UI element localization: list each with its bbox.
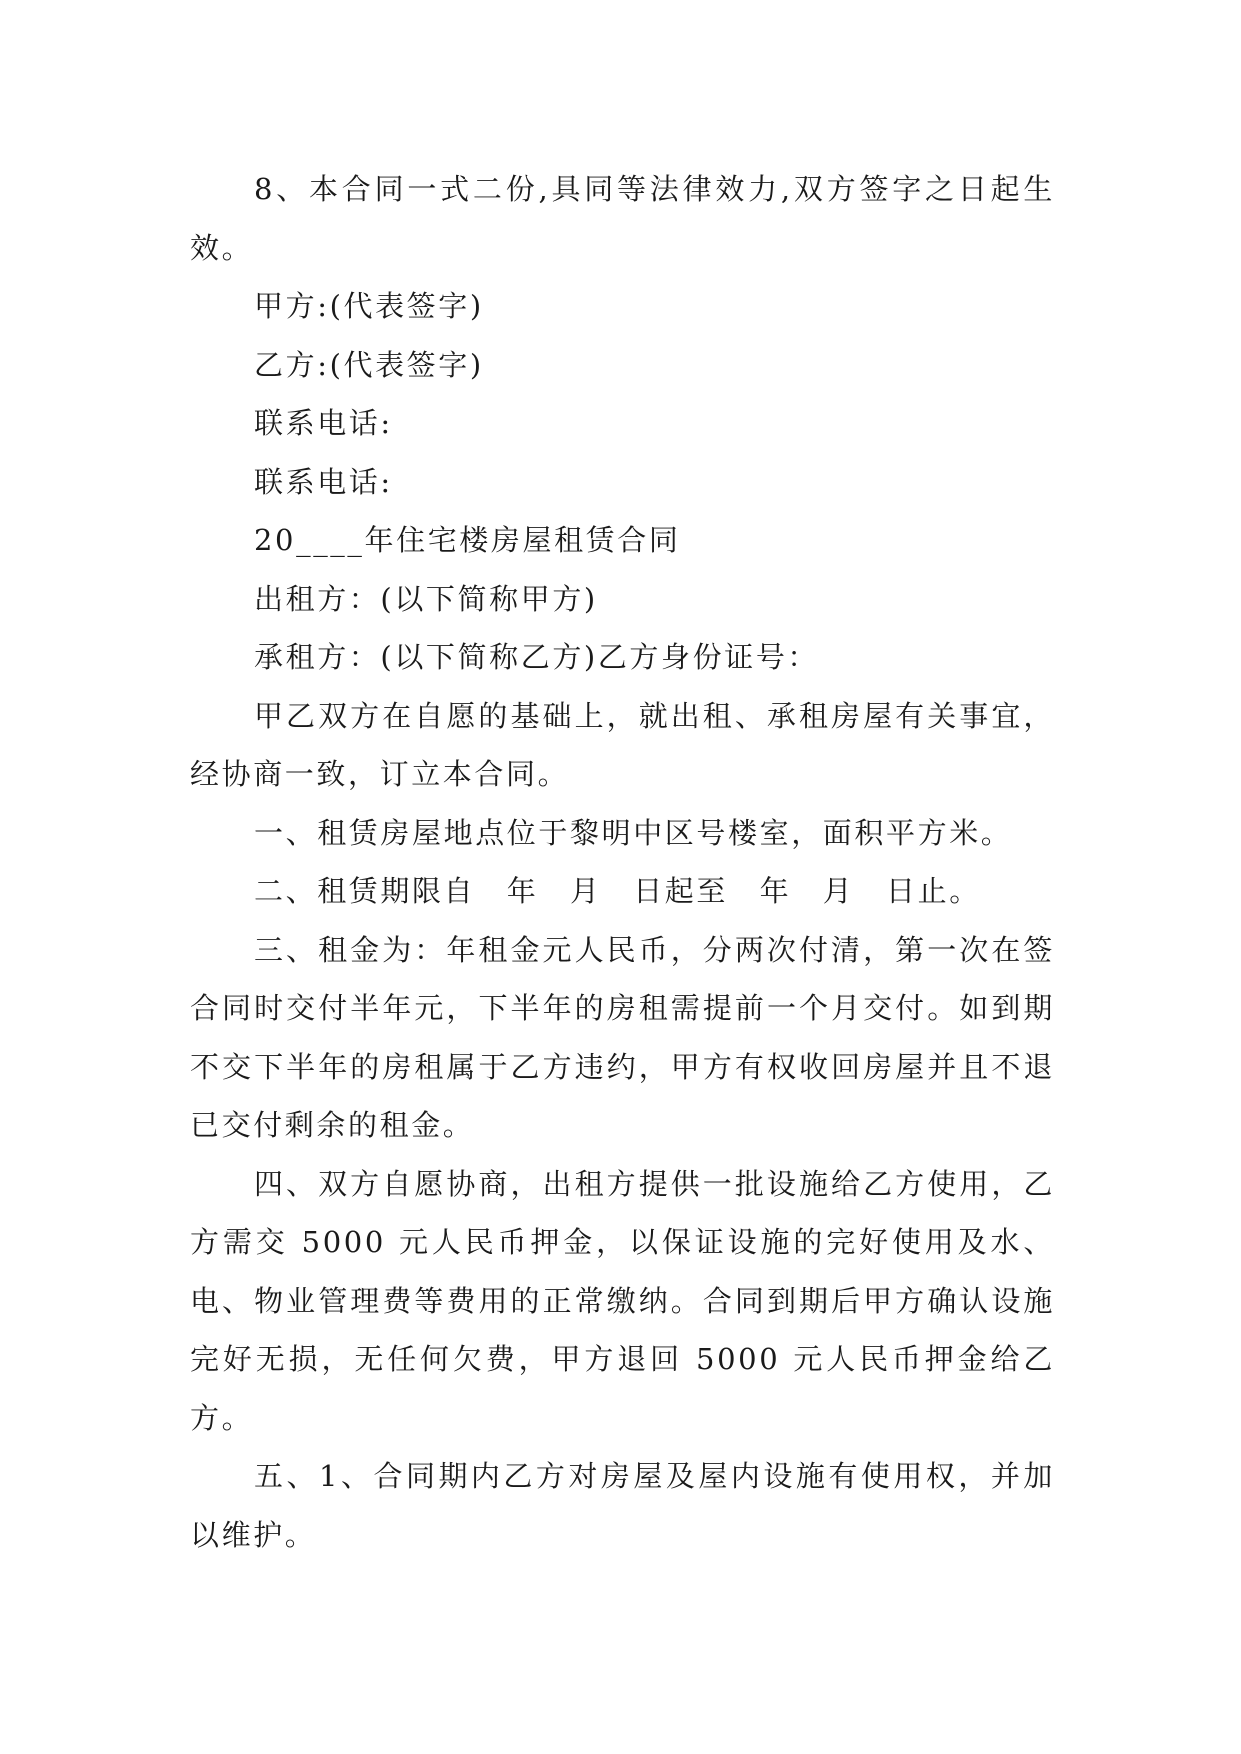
party-a-signature: 甲方:(代表签字) xyxy=(254,289,484,323)
contact-phone-a: 联系电话: xyxy=(254,406,393,440)
preamble: 甲乙双方在自愿的基础上，就出租、承租房屋有关事宜，经协商一致，订立本合同。 xyxy=(190,698,1055,791)
document-body xyxy=(190,160,1055,1564)
contract-title: 20____年住宅楼房屋租赁合同 xyxy=(254,523,681,557)
clause-8-effectiveness: 8、本合同一式二份,具同等法律效力,双方签字之日起生效。 xyxy=(190,172,1055,265)
lessor-line: 出租方：(以下简称甲方) xyxy=(254,581,598,616)
clause-1-location: 一、租赁房屋地点位于黎明中区号楼室，面积平方米。 xyxy=(254,815,1013,850)
clause-2-term: 二、租赁期限自 年 月 日起至 年 月 日止。 xyxy=(254,874,981,908)
clause-3-rent: 三、租金为：年租金元人民币，分两次付清，第一次在签合同时交付半年元，下半年的房租需提前一个月交付。如到期不交下半年的房租属于乙方违约，甲方有权收回房屋并且不退已交付剩余的租金。 xyxy=(190,932,1055,1142)
clause-4-deposit: 四、双方自愿协商，出租方提供一批设施给乙方使用，乙方需交 5000 元人民币押金，以保证设施的完好使用及水、电、物业管理费等费用的正常缴纳。合同到期后甲方确认设施完好无损，无任何欠费，甲方退回 5000 元人民币押金给乙方。 xyxy=(190,1166,1055,1435)
contact-phone-b: 联系电话: xyxy=(254,464,393,499)
clause-5-usage: 五、1、合同期内乙方对房屋及屋内设施有使用权，并加以维护。 xyxy=(190,1459,1055,1552)
lessee-line: 承租方：(以下简称乙方)乙方身份证号： xyxy=(254,640,820,674)
party-b-signature: 乙方:(代表签字) xyxy=(254,347,484,382)
